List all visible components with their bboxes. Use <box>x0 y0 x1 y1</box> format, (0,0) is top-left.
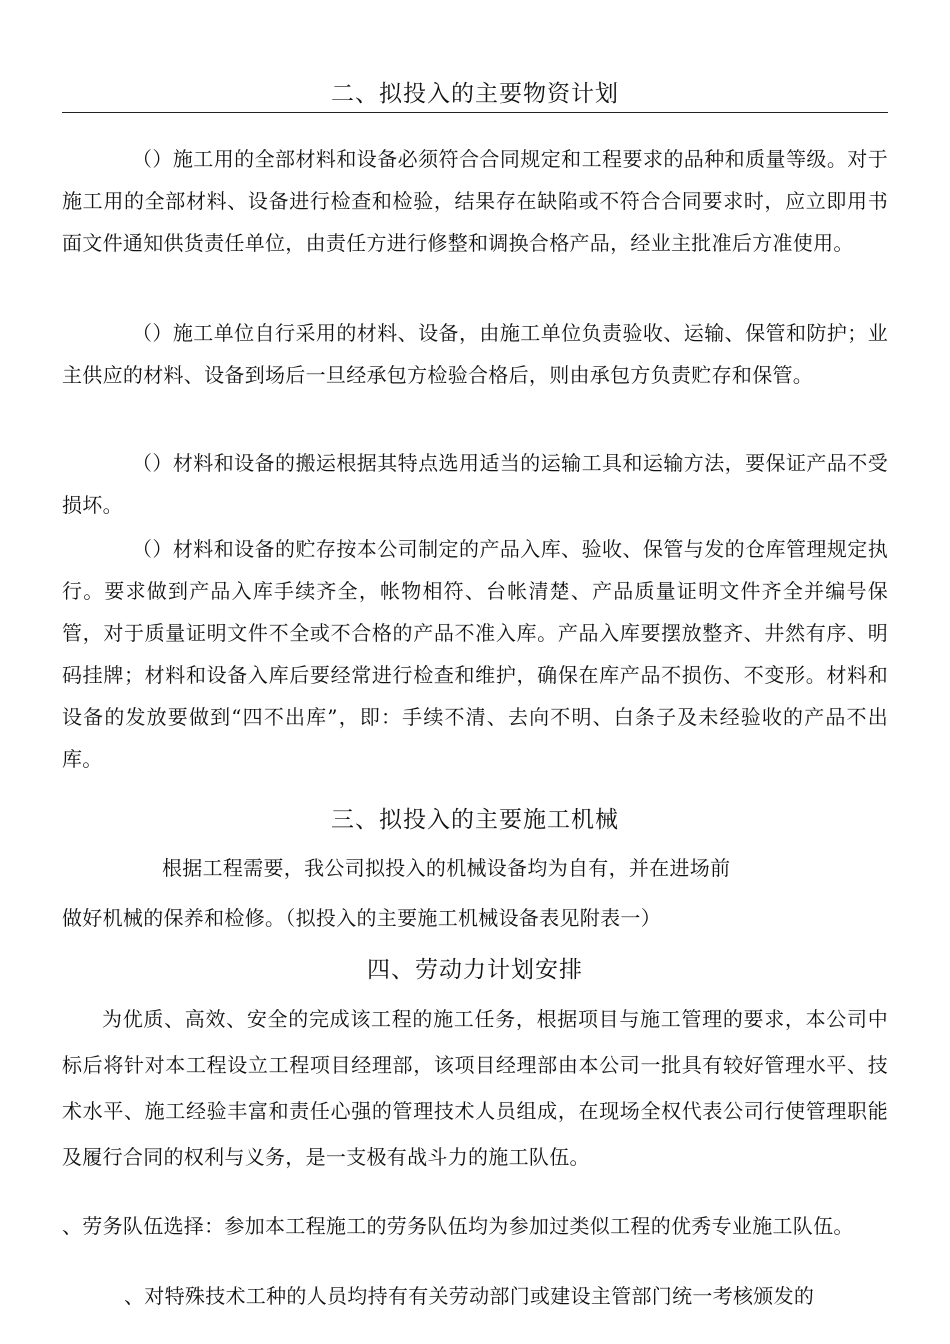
machinery-line-2: 做好机械的保养和检修。（拟投入的主要施工机械设备表见附表一） <box>62 906 661 930</box>
section-heading-materials: 二、拟投入的主要物资计划 <box>331 81 619 107</box>
paragraph-labor-2: 、劳务队伍选择：参加本工程施工的劳务队伍均为参加过类似工程的优秀专业施工队伍。 <box>62 1214 854 1238</box>
heading-underline <box>62 112 888 113</box>
paragraph-materials-2: （）施工单位自行采用的材料、设备，由施工单位负责验收、运输、保管和防护；业主供应的材料、设备到场后一旦经承包方检验合格后，则由承包方负责贮存和保管。 <box>62 321 888 387</box>
machinery-line-1: 根据工程需要，我公司拟投入的机械设备均为自有，并在进场前 <box>162 856 731 880</box>
paragraph-materials-4: （）材料和设备的贮存按本公司制定的产品入库、验收、保管与发的仓库管理规定执行。要求做到产品入库手续齐全，帐物相符、台帐清楚、产品质量证明文件齐全并编号保管，对于质量证明文件不全或不合格的产品不准入库。产品入库要摆放整齐、井然有序、明码挂牌；材料和设备入库后要经常进行检查和维护，确保在库产品不损伤、不变形。材料和设备的发放要做到“四不出库”，即：手续不清、去向不明、白条子及未经验收的产品不出库。 <box>62 537 888 771</box>
paragraph-materials-3: （）材料和设备的搬运根据其特点选用适当的运输工具和运输方法，要保证产品不受损坏。 <box>62 451 888 517</box>
paragraph-labor-1: 为优质、高效、安全的完成该工程的施工任务，根据项目与施工管理的要求，本公司中标后将针对本工程设立工程项目经理部，该项目经理部由本公司一批具有较好管理水平、技术水平、施工经验丰富和责任心强的管理技术人员组成，在现场全权代表公司行使管理职能及履行合同的权利与义务，是一支极有战斗力的施工队伍。 <box>62 1007 888 1169</box>
section-heading-labor: 四、劳动力计划安排 <box>367 957 583 983</box>
section-heading-machinery: 三、拟投入的主要施工机械 <box>331 807 619 833</box>
paragraph-materials-1: （）施工用的全部材料和设备必须符合合同规定和工程要求的品种和质量等级。对于施工用的全部材料、设备进行检查和检验，结果存在缺陷或不符合合同要求时，应立即用书面文件通知供货责任单位，由责任方进行修整和调换合格产品，经业主批准后方准使用。 <box>62 147 888 255</box>
paragraph-labor-3: 、对特殊技术工种的人员均持有有关劳动部门或建设主管部门统一考核颁发的 <box>124 1284 815 1308</box>
